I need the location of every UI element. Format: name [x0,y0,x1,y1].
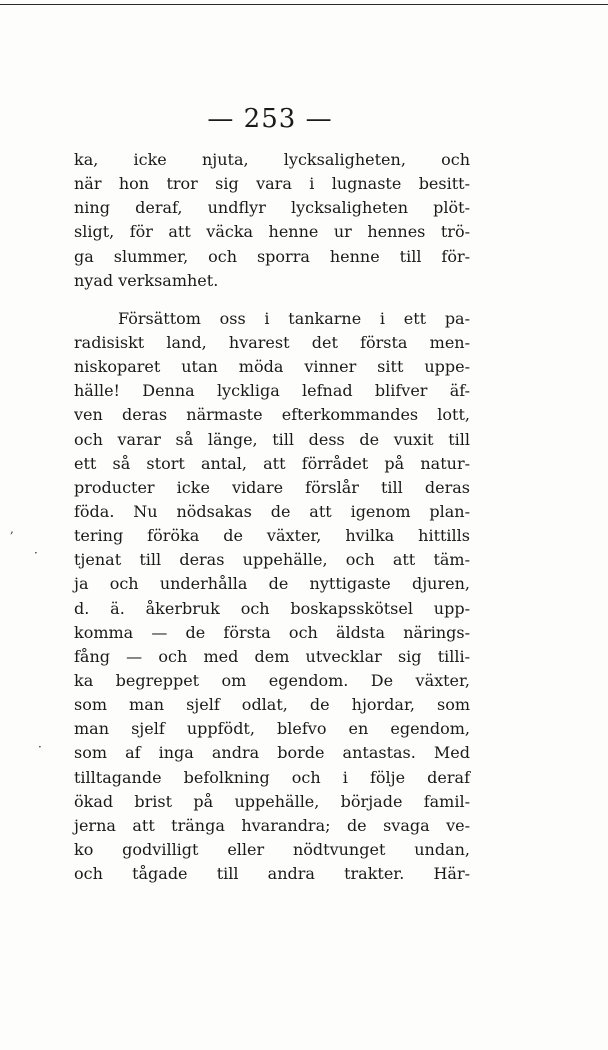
page-number: — 253 — [207,104,333,134]
text-line: när hon tror sig vara i lugnaste besitt- [74,174,470,194]
text-line: ven deras närmaste efterkommandes lott, [74,405,470,425]
text-line: sligt, för att väcka henne ur hennes trö- [74,222,470,242]
text-line: ko godvilligt eller nödtvunget undan, [74,839,470,859]
text-line: som man sjelf odlat, de hjordar, som [74,695,470,715]
text-line: fång — och med dem utvecklar sig tilli- [74,646,470,666]
text-line: ka begreppet om egendom. De växter, [74,670,470,690]
text-line: komma — de första och äldsta närings- [74,622,470,642]
text-line: och varar så länge, till dess de vuxit till [74,429,470,449]
margin-mark: · [34,546,38,560]
margin-mark: · [38,740,42,754]
body-text [74,148,470,886]
text-line: ökad brist på uppehälle, började famil- [74,791,470,811]
text-line: ett så stort antal, att förrådet på natur- [74,453,470,473]
text-line: d. ä. åkerbruk och boskapsskötsel upp- [74,598,470,618]
text-line: nyad verksamhet. [74,270,219,290]
text-line: jerna att tränga hvarandra; de svaga ve- [74,815,470,835]
text-line: niskoparet utan möda vinner sitt uppe- [74,357,470,377]
text-line: ja och underhålla de nyttigaste djuren, [74,574,470,594]
text-line: hälle! Denna lyckliga lefnad blifver äf- [74,381,470,401]
text-line: tilltagande befolkning och i följe deraf [74,767,470,787]
text-line: ga slummer, och sporra henne till för- [74,246,470,266]
text-line: ka, icke njuta, lycksaligheten, och [74,150,470,169]
text-line: radisiskt land, hvarest det första men- [74,332,470,352]
paragraph-gap [74,293,470,307]
text-line: föda. Nu nödsakas de att igenom plan- [74,501,470,521]
text-line: man sjelf uppfödt, blefvo en egendom, [74,719,470,739]
text-line: producter icke vidare förslår till deras [74,477,470,497]
margin-mark: , [10,522,14,536]
text-line: ning deraf, undflyr lycksaligheten plöt- [74,198,470,218]
top-edge-rule [0,4,608,5]
text-line: Försättom oss i tankarne i ett pa- [118,308,470,328]
text-line: tering föröka de växter, hvilka hittills [74,526,470,546]
text-line: och tågade till andra trakter. Här- [74,864,470,884]
text-line: tjenat till deras uppehälle, och att täm- [74,550,470,570]
text-line: som af inga andra borde antastas. Med [74,743,470,763]
